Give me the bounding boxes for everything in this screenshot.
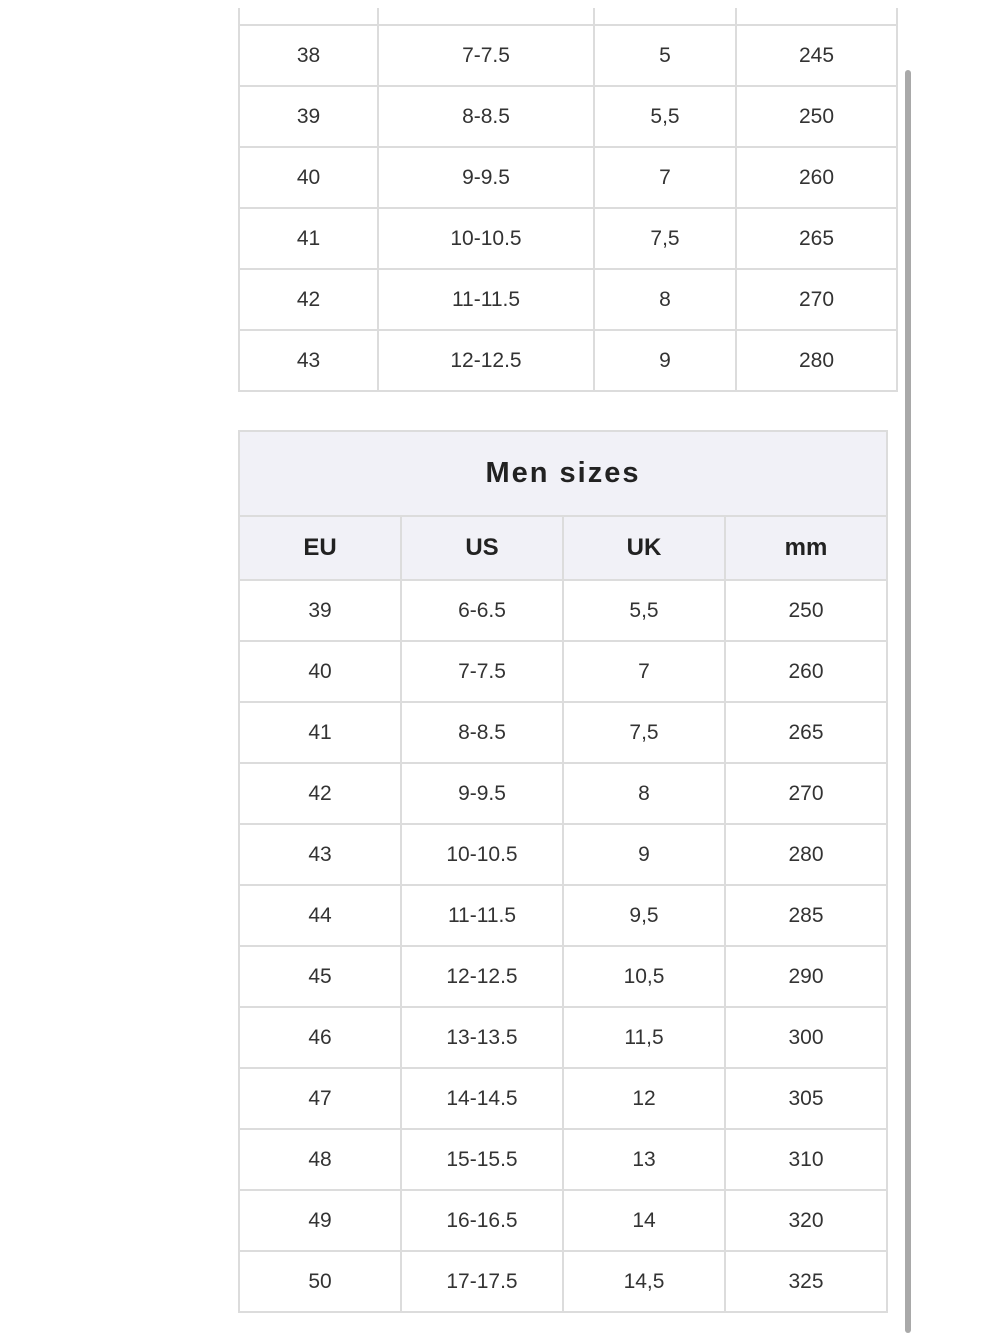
scrollbar[interactable] bbox=[905, 70, 911, 1333]
column-header-uk: UK bbox=[563, 516, 725, 580]
cell-eu: 48 bbox=[239, 1129, 401, 1190]
cell-uk: 5 bbox=[594, 25, 736, 86]
table-row bbox=[239, 1129, 887, 1190]
table-row bbox=[239, 641, 887, 702]
cell-uk: 7,5 bbox=[594, 208, 736, 269]
cell-mm: 290 bbox=[725, 946, 887, 1007]
cell-eu: 50 bbox=[239, 1251, 401, 1312]
cell-mm: 265 bbox=[736, 208, 897, 269]
cell-mm: 310 bbox=[725, 1129, 887, 1190]
table-title-row bbox=[239, 431, 887, 516]
size-table-partial bbox=[238, 8, 898, 392]
cell-eu: 43 bbox=[239, 330, 378, 391]
cell-us: 11-11.5 bbox=[378, 269, 594, 330]
cell-mm: 325 bbox=[725, 1251, 887, 1312]
cell-us: 10-10.5 bbox=[378, 208, 594, 269]
cell-uk: 14 bbox=[563, 1190, 725, 1251]
cell-us: 8-8.5 bbox=[378, 86, 594, 147]
cell-uk: 7,5 bbox=[563, 702, 725, 763]
cell-mm: 260 bbox=[736, 147, 897, 208]
column-header-mm: mm bbox=[725, 516, 887, 580]
table-row-partial bbox=[239, 8, 897, 25]
cell-mm: 300 bbox=[725, 1007, 887, 1068]
cell-mm: 270 bbox=[725, 763, 887, 824]
column-header-us: US bbox=[401, 516, 563, 580]
table-header-row bbox=[239, 516, 887, 580]
cell-us: 15-15.5 bbox=[401, 1129, 563, 1190]
cell-us: 13-13.5 bbox=[401, 1007, 563, 1068]
cell-eu: 39 bbox=[239, 86, 378, 147]
cell-mm: 270 bbox=[736, 269, 897, 330]
cell-eu: 44 bbox=[239, 885, 401, 946]
table-row bbox=[239, 1251, 887, 1312]
cell-uk: 8 bbox=[563, 763, 725, 824]
cell-mm: 320 bbox=[725, 1190, 887, 1251]
cell-us: 7-7.5 bbox=[378, 25, 594, 86]
cell-us: 12-12.5 bbox=[378, 330, 594, 391]
cell-eu: 42 bbox=[239, 763, 401, 824]
table-row bbox=[239, 824, 887, 885]
cell-eu: 49 bbox=[239, 1190, 401, 1251]
table-row bbox=[239, 269, 897, 330]
cell-eu: 47 bbox=[239, 1068, 401, 1129]
cell-eu: 43 bbox=[239, 824, 401, 885]
cell-us: 17-17.5 bbox=[401, 1251, 563, 1312]
cell-mm: 285 bbox=[725, 885, 887, 946]
cell-us: 16-16.5 bbox=[401, 1190, 563, 1251]
cell-mm: 260 bbox=[725, 641, 887, 702]
table-row bbox=[239, 147, 897, 208]
cell-us: 7-7.5 bbox=[401, 641, 563, 702]
cell-eu: 41 bbox=[239, 208, 378, 269]
table-row bbox=[239, 702, 887, 763]
cell-us: 11-11.5 bbox=[401, 885, 563, 946]
table-row bbox=[239, 946, 887, 1007]
cell-mm: 280 bbox=[725, 824, 887, 885]
cell-eu: 45 bbox=[239, 946, 401, 1007]
table-row bbox=[239, 330, 897, 391]
cell-mm: 245 bbox=[736, 25, 897, 86]
cell-us: 9-9.5 bbox=[378, 147, 594, 208]
cell-us: 12-12.5 bbox=[401, 946, 563, 1007]
cell-us: 10-10.5 bbox=[401, 824, 563, 885]
cell-us: 6-6.5 bbox=[401, 580, 563, 641]
cell-uk: 5,5 bbox=[563, 580, 725, 641]
table-title: Men sizes bbox=[239, 431, 887, 516]
table-row bbox=[239, 1190, 887, 1251]
cell-uk: 11,5 bbox=[563, 1007, 725, 1068]
cell-mm: 305 bbox=[725, 1068, 887, 1129]
cell-uk: 7 bbox=[594, 147, 736, 208]
table-row bbox=[239, 86, 897, 147]
cell-us: 9-9.5 bbox=[401, 763, 563, 824]
cell-eu: 40 bbox=[239, 147, 378, 208]
cell-mm: 250 bbox=[725, 580, 887, 641]
cell-uk: 9 bbox=[563, 824, 725, 885]
table-row bbox=[239, 208, 897, 269]
column-header-eu: EU bbox=[239, 516, 401, 580]
cell-uk: 9,5 bbox=[563, 885, 725, 946]
cell-uk: 5,5 bbox=[594, 86, 736, 147]
cell-uk: 8 bbox=[594, 269, 736, 330]
cell-uk: 10,5 bbox=[563, 946, 725, 1007]
men-sizes-table bbox=[238, 430, 888, 1313]
cell-mm: 280 bbox=[736, 330, 897, 391]
table-row bbox=[239, 1068, 887, 1129]
cell-uk: 9 bbox=[594, 330, 736, 391]
table-row bbox=[239, 25, 897, 86]
cell-us: 14-14.5 bbox=[401, 1068, 563, 1129]
cell-eu: 46 bbox=[239, 1007, 401, 1068]
table-row bbox=[239, 885, 887, 946]
cell-eu: 40 bbox=[239, 641, 401, 702]
cell-eu: 41 bbox=[239, 702, 401, 763]
cell-eu: 39 bbox=[239, 580, 401, 641]
cell-us: 8-8.5 bbox=[401, 702, 563, 763]
table-row bbox=[239, 580, 887, 641]
cell-eu: 38 bbox=[239, 25, 378, 86]
cell-uk: 13 bbox=[563, 1129, 725, 1190]
table-row bbox=[239, 1007, 887, 1068]
cell-eu: 42 bbox=[239, 269, 378, 330]
table-row bbox=[239, 763, 887, 824]
cell-mm: 250 bbox=[736, 86, 897, 147]
cell-mm: 265 bbox=[725, 702, 887, 763]
cell-uk: 7 bbox=[563, 641, 725, 702]
cell-uk: 14,5 bbox=[563, 1251, 725, 1312]
cell-uk: 12 bbox=[563, 1068, 725, 1129]
